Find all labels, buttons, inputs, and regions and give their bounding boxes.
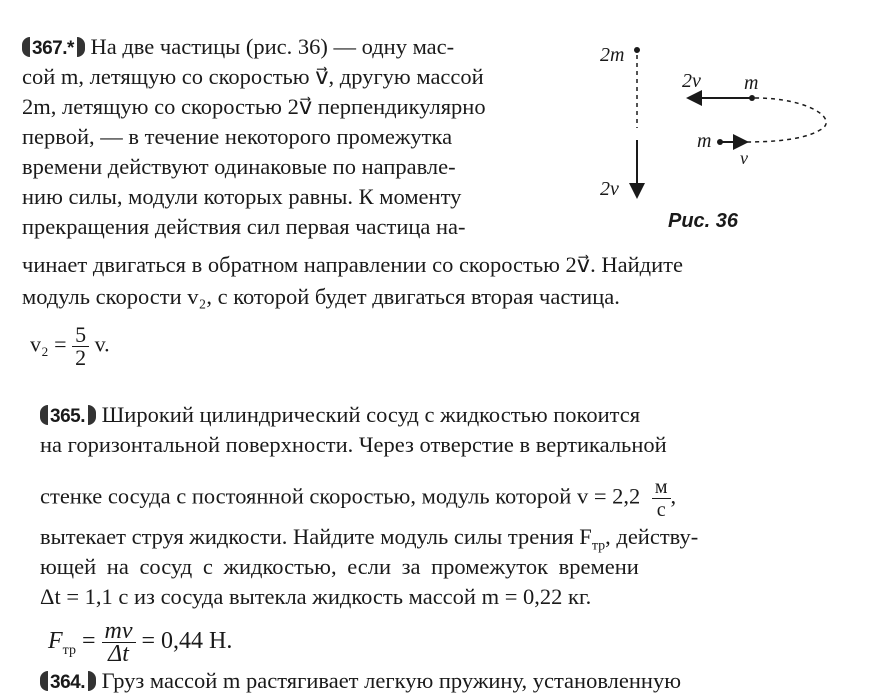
fig-label-2v-top: 2v⃗ (682, 70, 717, 92)
problem-next-text-1: Груз массой m растягивает легкую пружину, установленную (101, 668, 682, 693)
answer-365-numerator: mv (102, 620, 136, 643)
answer-365-fraction (102, 620, 136, 665)
answer-365 (48, 620, 232, 665)
fig-label-2m: 2m (600, 44, 625, 66)
problem-365-line-5: ющей на сосуд с жидкостью, если за промежуток времени (40, 554, 639, 579)
particle-2m-dot (634, 47, 640, 53)
problem-367-line-3: 2m, летящую со скоростью 2v⃗ перпендикулярно (22, 94, 486, 119)
problem-number-367: 367.* (22, 38, 85, 59)
particle-m-top-dot (749, 95, 755, 101)
problem-number-365: 365. (40, 406, 96, 427)
friction-subscript: тр (591, 538, 606, 554)
problem-367-line-9: модуль скорости v₂, с которой будет двигаться вторая частица. (22, 284, 620, 309)
problem-367-text-1: На две частицы (рис. 36) — одну мас- (90, 34, 455, 59)
fig-label-m-bottom: m (697, 130, 712, 152)
problem-367-line-7: прекращения действия сил первая частица на- (22, 214, 466, 239)
answer-365-eq: = (81, 628, 96, 655)
problem-number-next: 364. (40, 672, 96, 693)
answer-367-denominator: 2 (75, 345, 87, 370)
answer-365-lhs: $F_{тр}$ (48, 628, 76, 658)
problem-365-line-1 (40, 402, 640, 430)
problem-367-line-6: нию силы, модули которых равны. К моменту (22, 184, 462, 209)
problem-365-text-4: вытекает струя жидкости. Найдите модуль силы трения F (40, 524, 592, 549)
answer-367-lhs: v₂ = (30, 331, 67, 357)
problem-365-text-3: стенке сосуда с постоянной скоростью, модуль которой v = 2,2 (40, 483, 641, 509)
answer-365-rhs: = 0,44 Н. (141, 628, 233, 655)
problem-367-line-4: первой, — в течение некоторого промежутка (22, 124, 453, 149)
answer-365-subscript: тр (62, 642, 76, 658)
answer-367-rhs: v. (94, 331, 110, 357)
answer-367-numerator: 5 (72, 324, 89, 347)
problem-365-text-1: Широкий цилиндрический сосуд с жидкостью покоится (101, 402, 641, 427)
problem-367-line-2: сой m, летящую со скоростью v⃗, другую массой (22, 64, 484, 89)
trajectory-dashed (740, 98, 826, 142)
problem-365-line-6: Δt = 1,1 с из сосуда вытекла жидкость массой m = 0,22 кг. (40, 584, 592, 609)
problem-365-text-4-tail: , действу- (605, 524, 699, 549)
fig-label-m-top: m (744, 72, 759, 94)
problem-next-line-1 (40, 668, 681, 696)
fig-label-2v-bottom: 2v⃗ (600, 178, 635, 200)
unit-numerator: м (652, 476, 671, 499)
unit-fraction (652, 476, 671, 521)
problem-365-line-2: на горизонтальной поверхности. Через отверстие в вертикальной (40, 432, 667, 457)
figure-caption: Рис. 36 (668, 210, 739, 232)
answer-365-denominator: Δt (108, 641, 129, 667)
problem-365-line-3 (40, 476, 676, 521)
unit-denominator: с (656, 499, 666, 521)
unit-tail: , (670, 483, 677, 509)
fig-label-v-bottom: v⃗ (740, 148, 762, 168)
problem-367-line-5: времени действуют одинаковые по направле- (22, 154, 456, 179)
problem-367-line-8: чинает двигаться в обратном направлении со скоростью 2v⃗. Найдите (22, 252, 683, 277)
